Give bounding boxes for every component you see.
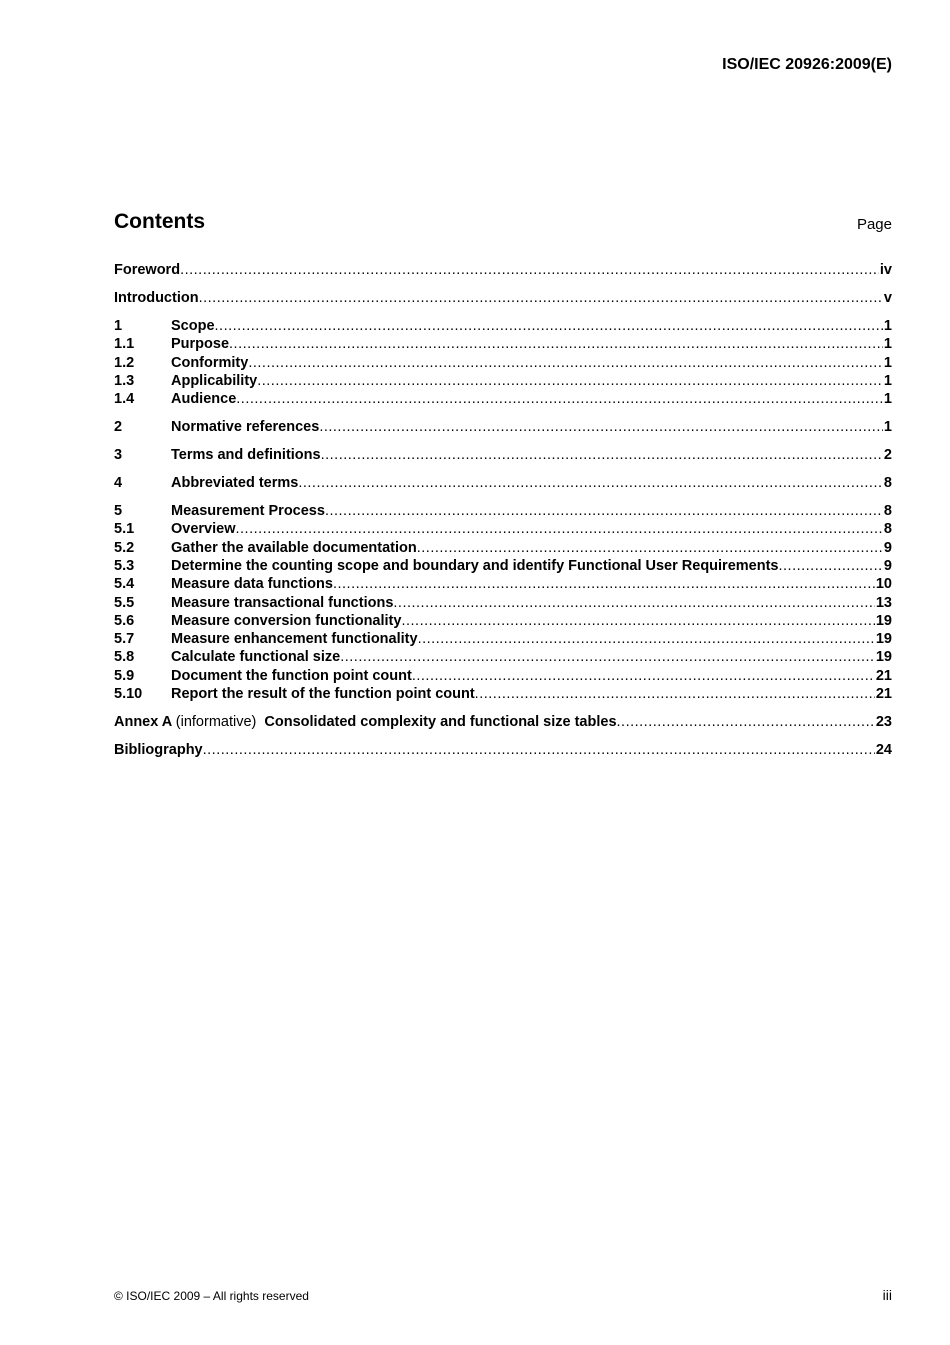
toc-entry-number: 1.4 — [114, 391, 135, 408]
toc-entry-number: 5.10 — [114, 686, 143, 703]
toc-entry-page: 8 — [883, 503, 892, 520]
toc-entry[interactable] — [114, 355, 892, 373]
toc-entry-page: 23 — [875, 714, 892, 731]
dot-leader — [340, 649, 875, 665]
annex-title: Consolidated complexity and functional size tables — [264, 714, 617, 731]
toc-entry-page: 19 — [875, 631, 892, 648]
toc-entry-title: Conformity — [171, 354, 249, 371]
toc-entry-title: Purpose — [171, 336, 230, 353]
dot-leader — [319, 419, 883, 435]
table-of-contents — [114, 262, 892, 760]
dot-leader — [248, 355, 883, 371]
toc-entry-page: 19 — [875, 649, 892, 666]
dot-leader — [412, 668, 875, 684]
toc-entry-page: 21 — [875, 667, 892, 684]
toc-entry-title: Measure conversion functionality — [171, 612, 402, 629]
dot-leader — [418, 631, 875, 647]
toc-entry-page: 19 — [875, 612, 892, 629]
toc-entry[interactable] — [114, 262, 892, 280]
toc-entry-number: 2 — [114, 419, 123, 436]
dot-leader — [236, 521, 883, 537]
toc-entry-number: 5.2 — [114, 539, 135, 556]
toc-entry-number: 5.9 — [114, 667, 135, 684]
toc-entry-title: Applicability — [171, 372, 258, 389]
toc-entry-page: 1 — [883, 317, 892, 334]
toc-entry-page: 24 — [875, 742, 892, 759]
annex-label: Annex A — [114, 714, 172, 731]
toc-entry-page: 8 — [883, 475, 892, 492]
toc-entry-title: Foreword — [114, 262, 181, 278]
toc-entry[interactable] — [114, 318, 892, 336]
toc-entry-number: 5.3 — [114, 557, 135, 574]
toc-entry-number: 1.3 — [114, 372, 135, 389]
toc-entry[interactable] — [114, 336, 892, 354]
toc-entry-number: 5.6 — [114, 612, 135, 629]
toc-entry[interactable] — [114, 521, 892, 539]
toc-entry-title: Measure data functions — [171, 576, 333, 593]
toc-entry[interactable] — [114, 649, 892, 667]
toc-entry[interactable] — [114, 595, 892, 613]
dot-leader — [321, 447, 883, 463]
dot-leader — [417, 540, 883, 556]
toc-entry-number: 5.1 — [114, 521, 135, 538]
toc-entry-number: 5.5 — [114, 594, 135, 611]
toc-entry-number: 5.7 — [114, 631, 135, 648]
page-column-label: Page — [856, 216, 892, 233]
dot-leader — [393, 595, 874, 611]
toc-entry[interactable] — [114, 742, 892, 760]
dot-leader — [229, 336, 883, 352]
toc-entry-number: 4 — [114, 475, 123, 492]
toc-entry[interactable] — [114, 686, 892, 704]
toc-entry-page: iv — [879, 262, 892, 278]
dot-leader — [180, 262, 879, 278]
dot-leader — [236, 391, 883, 407]
page-number: iii — [882, 1287, 892, 1303]
toc-entry-page: 8 — [883, 521, 892, 538]
toc-entry-title: Calculate functional size — [171, 649, 341, 666]
annex-note: (informative) — [175, 714, 257, 731]
toc-entry[interactable] — [114, 540, 892, 558]
toc-entry-title: Normative references — [171, 419, 320, 436]
dot-leader — [475, 686, 875, 702]
dot-leader — [617, 714, 875, 730]
dot-leader — [257, 373, 883, 389]
toc-entry[interactable] — [114, 503, 892, 521]
dot-leader — [333, 576, 875, 592]
toc-entry[interactable] — [114, 475, 892, 493]
toc-entry-title: Gather the available documentation — [171, 539, 417, 556]
toc-entry-title: Measurement Process — [171, 503, 325, 520]
toc-entry-page: 2 — [883, 447, 892, 464]
toc-entry-number: 5.8 — [114, 649, 135, 666]
toc-entry-title: Introduction — [114, 289, 199, 306]
toc-entry-page: 1 — [883, 391, 892, 408]
dot-leader — [203, 742, 875, 758]
toc-entry-title — [114, 714, 617, 730]
toc-entry-page: 1 — [883, 419, 892, 436]
dot-leader — [778, 558, 882, 574]
toc-entry-page: 1 — [883, 354, 892, 371]
toc-entry-number: 1 — [114, 317, 123, 334]
copyright-footer: © ISO/IEC 2009 – All rights reserved — [114, 1289, 309, 1303]
toc-entry[interactable] — [114, 373, 892, 391]
toc-entry[interactable] — [114, 668, 892, 686]
toc-entry-page: 10 — [875, 576, 892, 593]
toc-entry[interactable] — [114, 558, 892, 576]
dot-leader — [199, 290, 883, 306]
toc-entry-page: 9 — [883, 539, 892, 556]
toc-entry-page: 21 — [875, 686, 892, 703]
toc-entry-title: Abbreviated terms — [171, 475, 299, 492]
toc-entry[interactable] — [114, 631, 892, 649]
contents-heading-row — [114, 210, 892, 240]
toc-entry[interactable] — [114, 290, 892, 308]
toc-entry-title: Measure transactional functions — [171, 594, 394, 611]
dot-leader — [298, 475, 883, 491]
dot-leader — [401, 613, 874, 629]
toc-entry-number: 3 — [114, 447, 123, 464]
toc-entry[interactable] — [114, 714, 892, 732]
toc-entry-title: Measure enhancement functionality — [171, 631, 418, 648]
toc-entry-number: 5 — [114, 503, 123, 520]
document-id: ISO/IEC 20926:2009(E) — [722, 56, 892, 73]
dot-leader — [325, 503, 883, 519]
toc-entry-page: 9 — [883, 557, 892, 574]
contents-title: Contents — [114, 210, 205, 233]
toc-entry[interactable] — [114, 419, 892, 437]
toc-entry-title: Determine the counting scope and boundary and identify Functional User Requirements — [171, 557, 779, 574]
toc-entry[interactable] — [114, 391, 892, 409]
toc-entry[interactable] — [114, 576, 892, 594]
toc-entry-page: 13 — [875, 594, 892, 611]
toc-entry-number: 1.1 — [114, 336, 135, 353]
toc-entry[interactable] — [114, 613, 892, 631]
toc-entry-page: v — [883, 289, 892, 306]
toc-entry-title: Report the result of the function point count — [171, 686, 475, 703]
toc-entry-title: Scope — [171, 317, 215, 334]
toc-entry-title: Audience — [171, 391, 237, 408]
toc-entry-number: 5.4 — [114, 576, 135, 593]
toc-entry-title: Bibliography — [114, 742, 203, 759]
dot-leader — [215, 318, 883, 334]
toc-entry-page: 1 — [883, 372, 892, 389]
toc-entry-title: Overview — [171, 521, 236, 538]
toc-entry[interactable] — [114, 447, 892, 465]
toc-entry-number: 1.2 — [114, 354, 135, 371]
toc-entry-title: Document the function point count — [171, 667, 412, 684]
toc-entry-title: Terms and definitions — [171, 447, 321, 464]
toc-entry-page: 1 — [883, 336, 892, 353]
